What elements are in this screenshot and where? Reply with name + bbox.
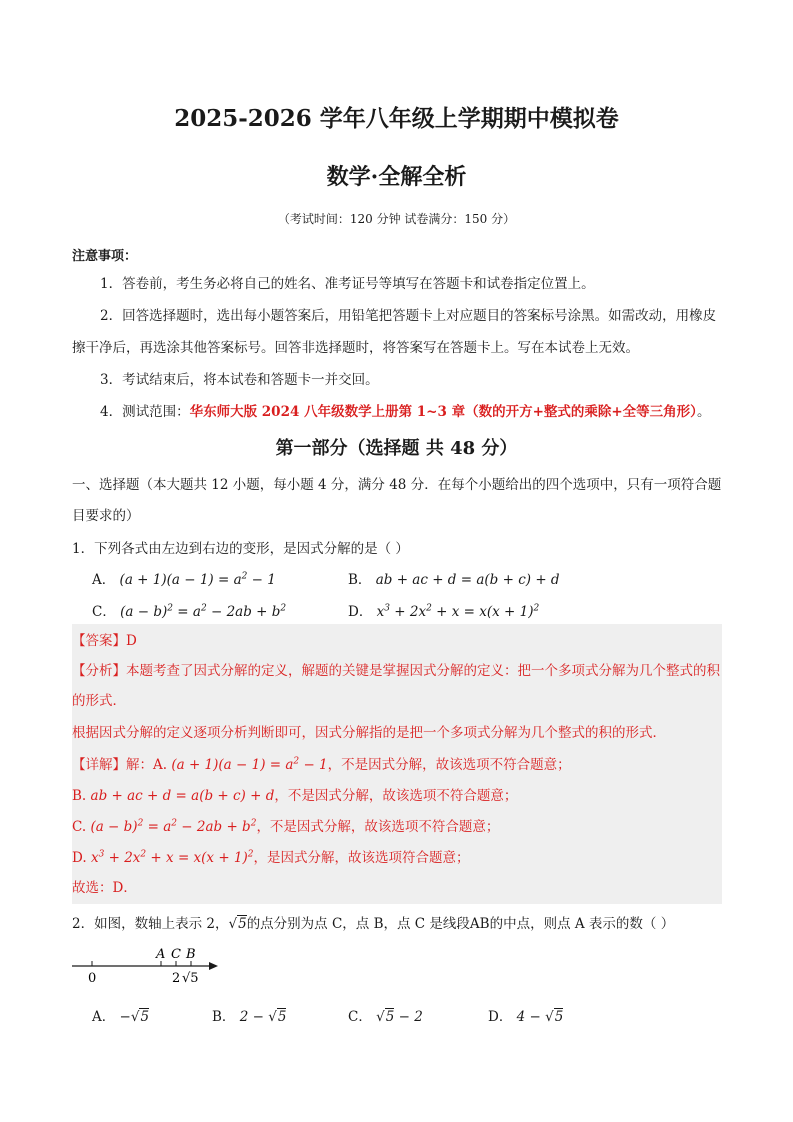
math-expression: $(a - b)^2 = a^2 - 2ab + b^2$ — [120, 603, 287, 620]
q1-detail-d — [72, 843, 722, 873]
math-expression: ab + ac + d = a(b + c) + d — [90, 788, 275, 804]
q1-option-d — [348, 600, 539, 620]
detail-prefix: 解：A. — [126, 757, 172, 773]
detail-suffix: ，不是因式分解，故该选项不符合题意； — [274, 788, 518, 804]
detail-prefix: C. — [72, 819, 91, 835]
label-a: A — [156, 947, 166, 962]
q1-detail-b — [72, 781, 722, 811]
option-label: B． — [348, 572, 372, 588]
math-expression: ab + ac + d = a(b + c) + d — [375, 572, 560, 588]
q1-option-b — [348, 568, 560, 588]
detail-suffix: ，是因式分解，故该选项符合题意； — [253, 850, 470, 866]
scope-suffix: 。 — [696, 404, 711, 420]
q1-answer: 【答案】D — [72, 633, 137, 649]
math-expression: √5 − 2 — [376, 1009, 423, 1025]
math-expression: $(a + 1)(a - 1) = a^2 - 1$ — [171, 756, 328, 773]
option-label: C． — [348, 1009, 372, 1025]
number-line-figure — [70, 942, 230, 988]
math-expression: $x^3 + 2x^2 + x = x(x + 1)^2$ — [90, 849, 254, 866]
label-two: 2 — [172, 971, 181, 986]
section-heading: 一、选择题（本大题共 12 小题，每小题 4 分，满分 48 分．在每个小题给出的四个选项中，只有一项符合题目要求的） — [72, 477, 722, 524]
option-label: A． — [92, 1009, 116, 1025]
analysis-tag: 【分析】 — [72, 663, 126, 679]
detail-suffix: ，不是因式分解，故该选项不符合题意； — [327, 757, 571, 773]
label-sqrt5: √5 — [182, 971, 199, 986]
notice-heading: 注意事项： — [72, 249, 138, 264]
test-scope: 华东师大版 2024 八年级数学上册第 1~3 章（数的开方+整式的乘除+全等三角形） — [189, 404, 697, 420]
axis-arrow — [209, 962, 218, 970]
math-expression: 4 − √5 — [516, 1009, 564, 1025]
label-c: C — [171, 947, 181, 962]
q2-option-a — [92, 1005, 149, 1025]
q1-analysis-2: 根据因式分解的定义逐项分析判断即可，因式分解指的是把一个多项式分解为几个整式的积的形式． — [72, 725, 666, 741]
q1-analysis — [72, 656, 722, 716]
detail-prefix: D. — [72, 850, 91, 866]
analysis-text: 本题考查了因式分解的定义，解题的关键是掌握因式分解的定义：把一个多项式分解为几个整式的积的形式． — [72, 663, 720, 709]
math-expression: $(a + 1)(a - 1) = a^2 - 1$ — [119, 571, 276, 588]
exam-info: （考试时间：120 分钟 试卷满分：150 分） — [277, 212, 516, 226]
option-label: B． — [212, 1009, 236, 1025]
detail-suffix: ，不是因式分解，故该选项不符合题意； — [256, 819, 500, 835]
option-label: C． — [92, 604, 116, 620]
detail-tag: 【详解】 — [72, 757, 126, 773]
stem-prefix: 2．如图，数轴上表示 2， — [72, 916, 229, 932]
q1-conclusion: 故选：D． — [72, 880, 137, 896]
paper-title: 2025-2026 学年八年级上学期期中模拟卷 — [174, 105, 619, 132]
math-expression: $(a - b)^2 = a^2 - 2ab + b^2$ — [90, 818, 257, 835]
label-zero: 0 — [88, 971, 97, 986]
scope-prefix: 4．测试范围： — [100, 404, 190, 420]
q2-option-c — [348, 1005, 423, 1025]
math-expression: 2 − √5 — [239, 1009, 287, 1025]
stem-suffix: 的点分别为点 C，点 B，点 C 是线段AB的中点，则点 A 表示的数（ ） — [246, 916, 675, 932]
q1-stem: 1．下列各式由左边到右边的变形，是因式分解的是（ ） — [72, 541, 409, 557]
q1-detail-c — [72, 812, 722, 842]
q2-stem — [72, 912, 674, 932]
option-label: D． — [488, 1009, 513, 1025]
q1-option-c — [92, 600, 286, 620]
q2-option-b — [212, 1005, 286, 1025]
q1-option-a — [92, 568, 276, 588]
notice-item-3: 3．考试结束后，将本试卷和答题卡一并交回。 — [100, 372, 379, 388]
q2-option-d — [488, 1005, 563, 1025]
option-label: A． — [92, 572, 116, 588]
option-label: D． — [348, 604, 373, 620]
notice-item-1: 1．答卷前，考生务必将自己的姓名、准考证号等填写在答题卡和试卷指定位置上。 — [100, 276, 595, 292]
math-expression: $x^3 + 2x^2 + x = x(x + 1)^2$ — [376, 603, 540, 620]
part-title: 第一部分（选择题 共 48 分） — [275, 438, 518, 459]
math-expression: √5 — [228, 916, 247, 932]
notice-item-4 — [72, 396, 722, 428]
notice-item-2: 2．回答选择题时，选出每小题答案后，用铅笔把答题卡上对应题目的答案标号涂黑。如需改动，用橡皮擦干净后，再选涂其他答案标号。回答非选择题时，将答案写在答题卡上。写在本试卷上无效。 — [72, 308, 717, 356]
q1-detail-a — [72, 750, 722, 780]
detail-prefix: B. — [72, 788, 91, 804]
math-expression: −√5 — [119, 1009, 150, 1025]
paper-subtitle: 数学·全解全析 — [326, 164, 467, 190]
label-b: B — [186, 947, 196, 962]
